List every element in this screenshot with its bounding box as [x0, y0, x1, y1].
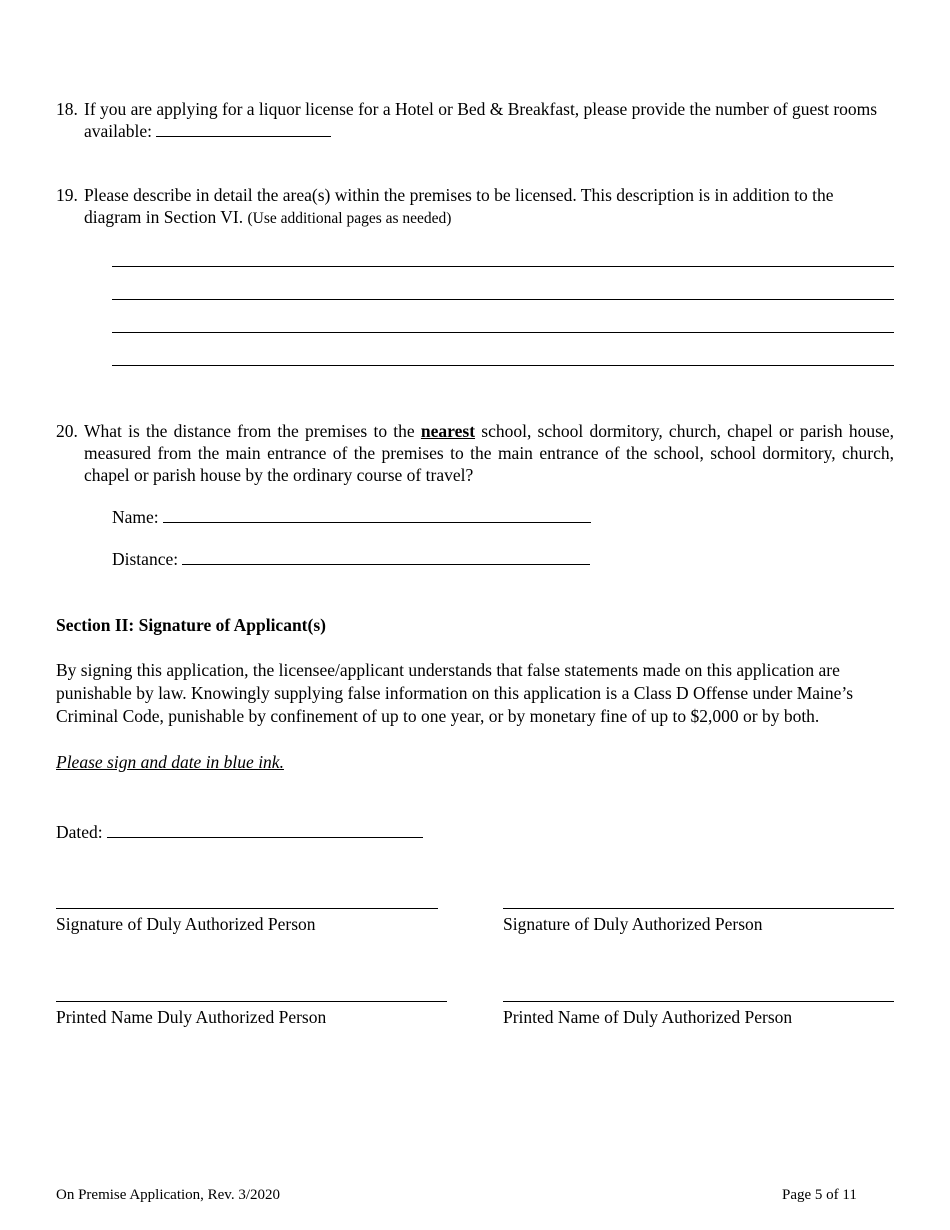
- printed-name-right-label: Printed Name of Duly Authorized Person: [503, 1007, 793, 1027]
- signature-right-line[interactable]: [503, 908, 894, 909]
- date-field[interactable]: [107, 821, 423, 838]
- name-label: Name:: [112, 507, 159, 527]
- distance-row: [112, 548, 590, 570]
- blue-ink-instruction: Please sign and date in blue ink.: [56, 752, 284, 772]
- question-18: [56, 98, 894, 142]
- question-20: [56, 420, 894, 486]
- footer-revision: On Premise Application, Rev. 3/2020: [56, 1187, 281, 1203]
- printed-name-right-line[interactable]: [503, 1001, 894, 1002]
- name-field[interactable]: [163, 506, 591, 523]
- dated-row: [56, 821, 423, 843]
- premises-description-line-4[interactable]: [112, 365, 894, 366]
- question-number: 19.: [56, 185, 78, 205]
- signature-right-label: Signature of Duly Authorized Person: [503, 914, 763, 934]
- question-19: [56, 184, 894, 230]
- legal-paragraph: By signing this application, the licensee/applicant understands that false statements made on this application are punishable by law. Knowingly supplying false information on this application is a Class D Offense under Maine’s Criminal Code, punishable by confinement of up to one year, or by monetary fine of up to $2,000 or by both.: [56, 660, 854, 726]
- printed-name-left-label: Printed Name Duly Authorized Person: [56, 1007, 327, 1027]
- question-number: 20.: [56, 421, 78, 441]
- guest-rooms-field[interactable]: [156, 120, 331, 137]
- distance-field[interactable]: [182, 548, 590, 565]
- distance-label: Distance:: [112, 549, 179, 569]
- premises-description-line-1[interactable]: [112, 266, 894, 267]
- name-row: [112, 506, 591, 528]
- footer-page-number: Page 5 of 11: [782, 1187, 857, 1203]
- premises-description-line-3[interactable]: [112, 332, 894, 333]
- question-text: What is the distance from the premises to the nearest school, school dormitory, church, chapel or parish house, measured from the main entrance of the premises to the main entrance of the school, school dormitory, church, chapel or parish house by the ordinary course of travel?: [84, 421, 895, 485]
- nearest-emphasis: nearest: [420, 421, 476, 441]
- premises-description-line-2[interactable]: [112, 299, 894, 300]
- section-title: Section II: Signature of Applicant(s): [56, 615, 326, 635]
- signature-left-line[interactable]: [56, 908, 438, 909]
- question-text: If you are applying for a liquor license for a Hotel or Bed & Breakfast, please provide the number of guest rooms available:: [84, 99, 878, 141]
- printed-name-left-line[interactable]: [56, 1001, 447, 1002]
- question-text: Please describe in detail the area(s) within the premises to be licensed. This description is in addition to the diagram in Section VI. (Use additional pages as needed): [84, 185, 834, 227]
- signature-left-label: Signature of Duly Authorized Person: [56, 914, 316, 934]
- question-number: 18.: [56, 99, 78, 119]
- additional-pages-note: (Use additional pages as needed): [247, 210, 452, 227]
- dated-label: Dated:: [56, 822, 103, 842]
